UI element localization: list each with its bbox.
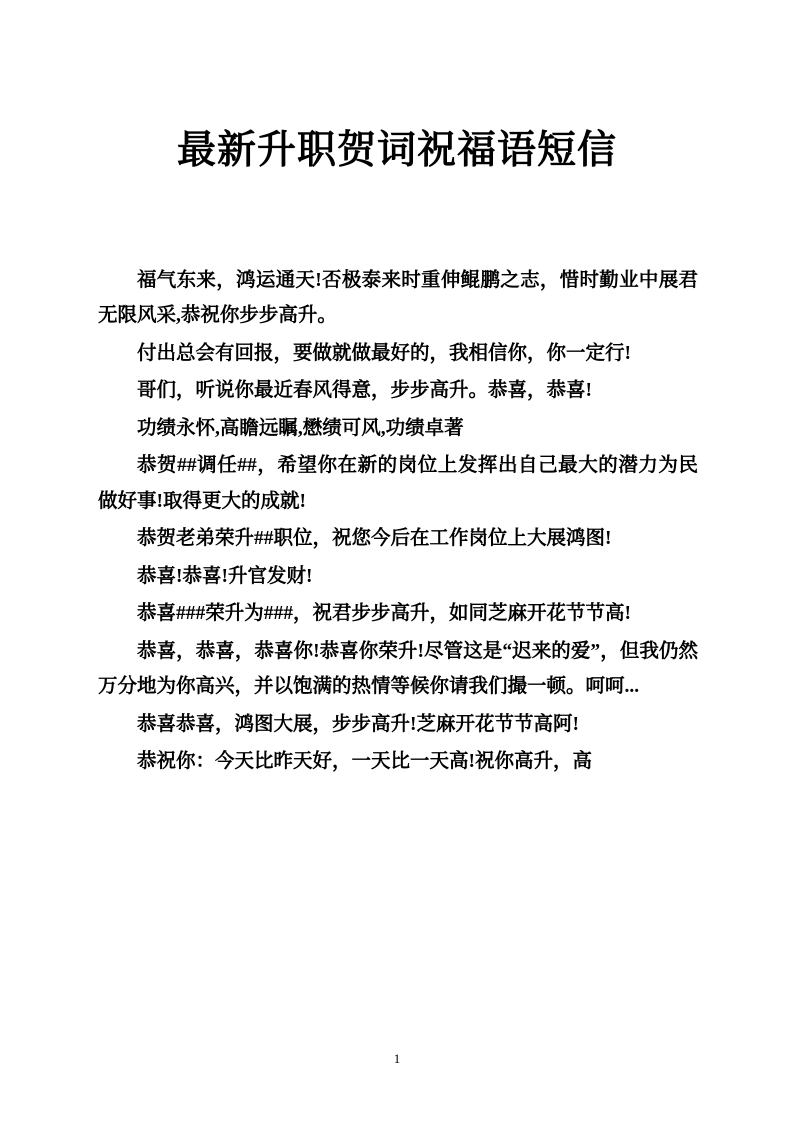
- paragraph: 恭喜，恭喜，恭喜你!恭喜你荣升!尽管这是“迟来的爱”，但我仍然万分地为你高兴，并以饱满的热情等候你请我们撮一顿。呵呵...: [98, 640, 698, 698]
- page-number: 1: [393, 1051, 401, 1066]
- paragraph: 恭祝你：今天比昨天好，一天比一天高!祝你高升，高: [137, 751, 592, 773]
- paragraph: 恭喜!恭喜!升官发财!: [137, 565, 313, 587]
- page-title: 最新升职贺词祝福语短信: [176, 129, 617, 172]
- paragraph: 哥们，听说你最近春风得意，步步高升。恭喜，恭喜!: [137, 380, 592, 402]
- paragraph: 恭贺##调任##，希望你在新的岗位上发挥出自己最大的潜力为民做好事!取得更大的成就!: [98, 455, 698, 512]
- paragraph: 福气东来，鸿运通天!否极泰来时重伸鲲鹏之志，惜时勤业中展君无限风采,恭祝你步步高升。: [98, 269, 698, 327]
- paragraph: 付出总会有回报，要做就做最好的，我相信你，你一定行!: [137, 342, 631, 364]
- paragraph: 恭贺老弟荣升##职位，祝您今后在工作岗位上大展鸿图!: [137, 528, 612, 550]
- paragraph: 恭喜恭喜，鸿图大展，步步高升!芝麻开花节节高阿!: [137, 713, 579, 735]
- paragraph: 功绩永怀,高瞻远瞩,懋绩可风,功绩卓著: [137, 417, 464, 439]
- paragraph: 恭喜###荣升为###，祝君步步高升，如同芝麻开花节节高!: [137, 603, 631, 625]
- document-body: [0, 263, 794, 780]
